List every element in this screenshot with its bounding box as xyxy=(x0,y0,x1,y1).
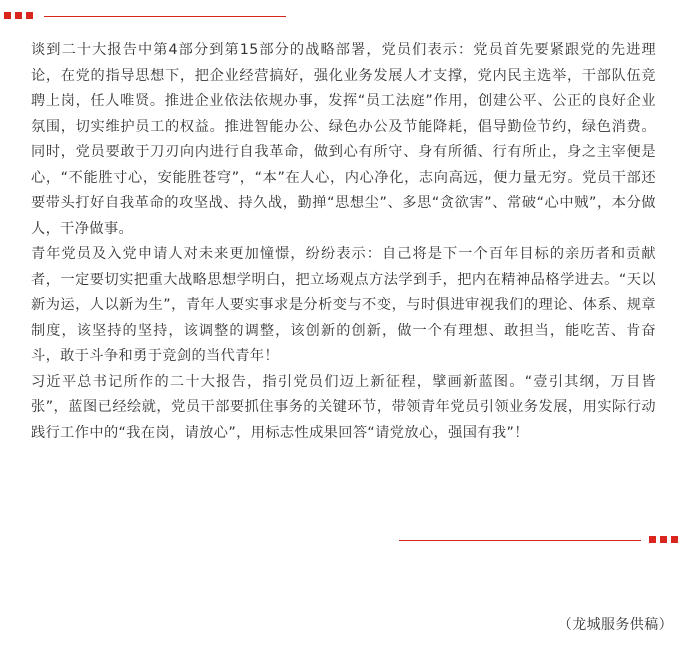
red-square-icon xyxy=(15,12,22,19)
red-square-icon xyxy=(26,12,33,19)
paragraph-conclusion: 习近平总书记所作的二十大报告，指引党员们迈上新征程，擘画新蓝图。“壹引其纲，万目皆张”，蓝图已经绘就，党员干部要抓住事务的关键环节，带领青年党员引领业务发展，用实际行动践行工作中的“我在岗，请放心”，用标志性成果回答“请党放心，强国有我”！ xyxy=(31,373,656,441)
red-square-icon xyxy=(4,12,11,19)
red-square-icon xyxy=(660,536,667,543)
red-square-icon xyxy=(649,536,656,543)
bottom-divider-ornament xyxy=(399,536,681,544)
source-credit: （龙城服务供稿） xyxy=(557,617,673,633)
bottom-red-squares xyxy=(649,536,681,544)
top-divider-line xyxy=(44,16,286,17)
bottom-divider-line xyxy=(399,540,641,541)
paragraph-young-members: 青年党员及入党申请人对未来更加憧憬，纷纷表示：自己将是下一个百年目标的亲历者和贡献者，一定要切实把重大战略思想学明白，把立场观点方法学到手，把内在精神品格学进去。“天以新为运，人以新为生”，青年人要实事求是分析变与不变，与时俱进审视我们的理论、体系、规章制度，该坚持的坚持，该调整的调整，该创新的创新，做一个有理想、敢担当，能吃苦、肯奋斗，敢于斗争和勇于竞剑的当代青年！ xyxy=(31,246,656,364)
top-divider-ornament xyxy=(4,12,286,20)
article-body xyxy=(31,38,656,446)
red-square-icon xyxy=(671,536,678,543)
paragraph-party-members: 谈到二十大报告中第4部分到第15部分的战略部署，党员们表示：党员首先要紧跟党的先进理论，在党的指导思想下，把企业经营搞好，强化业务发展人才支撑，党内民主选举，干部队伍竞聘上岗，任人唯贤。推进企业依法依规办事，发挥“员工法庭”作用，创建公平、公正的良好企业氛围，切实维护员工的权益。推进智能办公、绿色办公及节能降耗，倡导勤俭节约，绿色消费。同时，党员要敢于刀刃向内进行自我革命，做到心有所守、身有所循、行有所止，身之主宰便是心，“不能胜寸心，安能胜苍穹”，“本”在人心，内心净化，志向高远，便力量无穷。党员干部还要带头打好自我革命的攻坚战、持久战，勤掸“思想尘”、多思“贪欲害”、常破“心中贼”，本分做人，干净做事。 xyxy=(31,42,656,237)
